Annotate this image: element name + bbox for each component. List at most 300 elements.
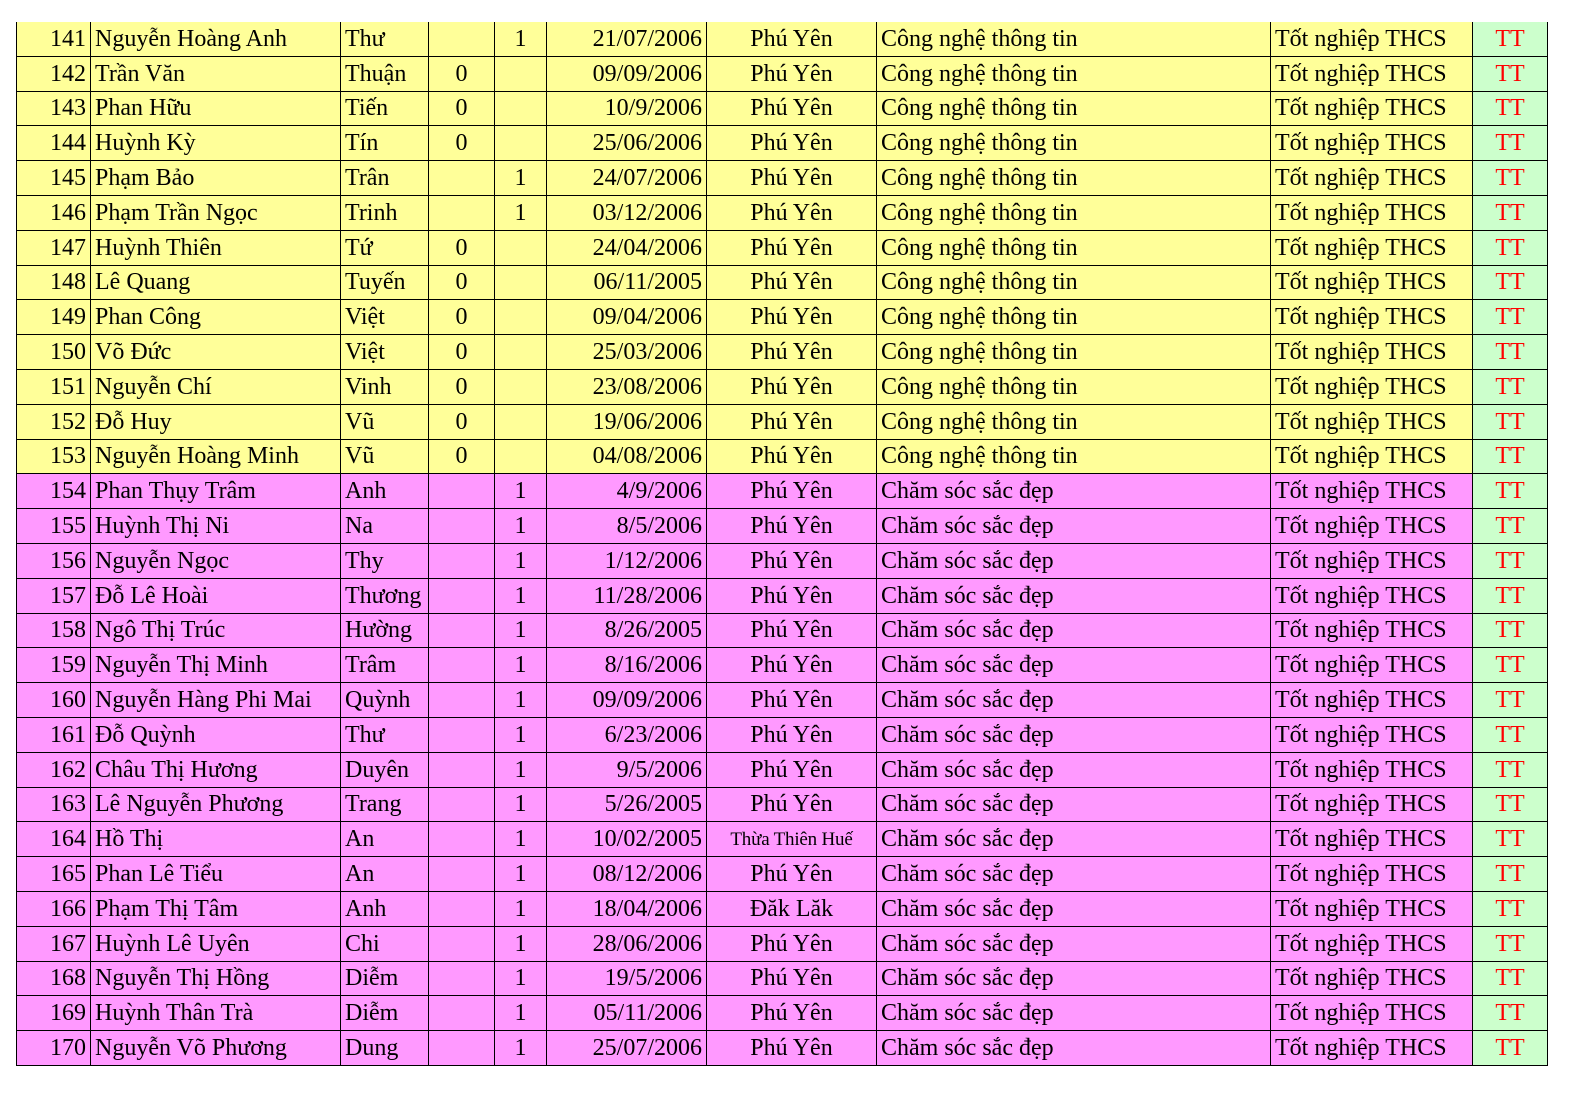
birth-place-cell: Phú Yên (707, 474, 877, 509)
birth-place-cell: Phú Yên (707, 56, 877, 91)
birth-date-cell: 6/23/2006 (547, 717, 707, 752)
male-mark-cell (429, 752, 495, 787)
family-middle-name-cell: Huỳnh Thân Trà (91, 996, 341, 1031)
female-mark-cell: 1 (495, 1031, 547, 1066)
table-row (17, 683, 1548, 718)
male-mark-cell (429, 961, 495, 996)
family-middle-name-cell: Nguyễn Hoàng Minh (91, 439, 341, 474)
male-mark-cell (429, 509, 495, 544)
family-middle-name-cell: Nguyễn Hàng Phi Mai (91, 683, 341, 718)
birth-date-cell: 24/07/2006 (547, 161, 707, 196)
birth-date-cell: 03/12/2006 (547, 195, 707, 230)
education-level-cell: Tốt nghiệp THCS (1271, 265, 1473, 300)
family-middle-name-cell: Nguyễn Ngọc (91, 543, 341, 578)
family-middle-name-cell: Phan Thụy Trâm (91, 474, 341, 509)
row-number-cell: 159 (17, 648, 91, 683)
major-cell: Công nghệ thông tin (877, 300, 1271, 335)
family-middle-name-cell: Nguyễn Thị Minh (91, 648, 341, 683)
major-cell: Chăm sóc sắc đẹp (877, 717, 1271, 752)
birth-date-cell: 25/03/2006 (547, 335, 707, 370)
status-cell: TT (1473, 195, 1548, 230)
female-mark-cell: 1 (495, 926, 547, 961)
education-level-cell: Tốt nghiệp THCS (1271, 543, 1473, 578)
status-cell: TT (1473, 1031, 1548, 1066)
table-row (17, 265, 1548, 300)
family-middle-name-cell: Phạm Trần Ngọc (91, 195, 341, 230)
family-middle-name-cell: Huỳnh Lê Uyên (91, 926, 341, 961)
given-name-cell: An (341, 822, 429, 857)
family-middle-name-cell: Ngô Thị Trúc (91, 613, 341, 648)
major-cell: Công nghệ thông tin (877, 161, 1271, 196)
birth-place-cell: Phú Yên (707, 265, 877, 300)
row-number-cell: 154 (17, 474, 91, 509)
table-row (17, 717, 1548, 752)
male-mark-cell (429, 787, 495, 822)
table-row (17, 648, 1548, 683)
male-mark-cell: 0 (429, 404, 495, 439)
female-mark-cell: 1 (495, 683, 547, 718)
row-number-cell: 167 (17, 926, 91, 961)
birth-place-cell: Phú Yên (707, 369, 877, 404)
family-middle-name-cell: Đỗ Huy (91, 404, 341, 439)
given-name-cell: Diễm (341, 961, 429, 996)
birth-date-cell: 05/11/2006 (547, 996, 707, 1031)
student-roster-table (16, 22, 1548, 1066)
education-level-cell: Tốt nghiệp THCS (1271, 369, 1473, 404)
female-mark-cell: 1 (495, 161, 547, 196)
major-cell: Công nghệ thông tin (877, 56, 1271, 91)
row-number-cell: 145 (17, 161, 91, 196)
row-number-cell: 162 (17, 752, 91, 787)
status-cell: TT (1473, 543, 1548, 578)
row-number-cell: 144 (17, 126, 91, 161)
education-level-cell: Tốt nghiệp THCS (1271, 56, 1473, 91)
status-cell: TT (1473, 404, 1548, 439)
birth-date-cell: 5/26/2005 (547, 787, 707, 822)
table-row (17, 56, 1548, 91)
family-middle-name-cell: Đỗ Lê Hoài (91, 578, 341, 613)
given-name-cell: Tứ (341, 230, 429, 265)
status-cell: TT (1473, 161, 1548, 196)
birth-place-cell: Phú Yên (707, 161, 877, 196)
row-number-cell: 149 (17, 300, 91, 335)
row-number-cell: 148 (17, 265, 91, 300)
birth-place-cell: Phú Yên (707, 717, 877, 752)
birth-date-cell: 19/06/2006 (547, 404, 707, 439)
row-number-cell: 157 (17, 578, 91, 613)
birth-place-cell: Đăk Lăk (707, 891, 877, 926)
birth-date-cell: 19/5/2006 (547, 961, 707, 996)
row-number-cell: 143 (17, 91, 91, 126)
birth-date-cell: 25/07/2006 (547, 1031, 707, 1066)
male-mark-cell (429, 717, 495, 752)
female-mark-cell: 1 (495, 578, 547, 613)
birth-place-cell: Phú Yên (707, 1031, 877, 1066)
female-mark-cell (495, 126, 547, 161)
given-name-cell: Vinh (341, 369, 429, 404)
row-number-cell: 158 (17, 613, 91, 648)
status-cell: TT (1473, 926, 1548, 961)
education-level-cell: Tốt nghiệp THCS (1271, 857, 1473, 892)
table-row (17, 509, 1548, 544)
birth-place-cell: Phú Yên (707, 648, 877, 683)
birth-place-cell: Thừa Thiên Huế (707, 822, 877, 857)
male-mark-cell: 0 (429, 300, 495, 335)
birth-place-cell: Phú Yên (707, 543, 877, 578)
education-level-cell: Tốt nghiệp THCS (1271, 300, 1473, 335)
status-cell: TT (1473, 474, 1548, 509)
given-name-cell: An (341, 857, 429, 892)
table-row (17, 474, 1548, 509)
female-mark-cell: 1 (495, 787, 547, 822)
education-level-cell: Tốt nghiệp THCS (1271, 509, 1473, 544)
given-name-cell: Trang (341, 787, 429, 822)
birth-date-cell: 25/06/2006 (547, 126, 707, 161)
male-mark-cell (429, 613, 495, 648)
table-row (17, 752, 1548, 787)
education-level-cell: Tốt nghiệp THCS (1271, 474, 1473, 509)
row-number-cell: 168 (17, 961, 91, 996)
major-cell: Chăm sóc sắc đẹp (877, 613, 1271, 648)
status-cell: TT (1473, 891, 1548, 926)
given-name-cell: Vũ (341, 404, 429, 439)
table-row (17, 787, 1548, 822)
status-cell: TT (1473, 752, 1548, 787)
status-cell: TT (1473, 857, 1548, 892)
male-mark-cell: 0 (429, 91, 495, 126)
row-number-cell: 141 (17, 22, 91, 56)
education-level-cell: Tốt nghiệp THCS (1271, 161, 1473, 196)
row-number-cell: 166 (17, 891, 91, 926)
row-number-cell: 164 (17, 822, 91, 857)
status-cell: TT (1473, 230, 1548, 265)
table-row (17, 91, 1548, 126)
birth-date-cell: 4/9/2006 (547, 474, 707, 509)
status-cell: TT (1473, 439, 1548, 474)
major-cell: Công nghệ thông tin (877, 22, 1271, 56)
female-mark-cell: 1 (495, 996, 547, 1031)
birth-place-cell: Phú Yên (707, 613, 877, 648)
birth-date-cell: 08/12/2006 (547, 857, 707, 892)
birth-place-cell: Phú Yên (707, 509, 877, 544)
education-level-cell: Tốt nghiệp THCS (1271, 787, 1473, 822)
birth-date-cell: 11/28/2006 (547, 578, 707, 613)
table-row (17, 369, 1548, 404)
birth-date-cell: 09/09/2006 (547, 683, 707, 718)
education-level-cell: Tốt nghiệp THCS (1271, 891, 1473, 926)
row-number-cell: 151 (17, 369, 91, 404)
education-level-cell: Tốt nghiệp THCS (1271, 822, 1473, 857)
row-number-cell: 165 (17, 857, 91, 892)
table-row (17, 126, 1548, 161)
male-mark-cell (429, 926, 495, 961)
male-mark-cell: 0 (429, 230, 495, 265)
status-cell: TT (1473, 648, 1548, 683)
birth-place-cell: Phú Yên (707, 439, 877, 474)
major-cell: Chăm sóc sắc đẹp (877, 648, 1271, 683)
table-row (17, 961, 1548, 996)
birth-place-cell: Phú Yên (707, 195, 877, 230)
male-mark-cell (429, 195, 495, 230)
status-cell: TT (1473, 578, 1548, 613)
table-row (17, 822, 1548, 857)
row-number-cell: 169 (17, 996, 91, 1031)
birth-date-cell: 09/09/2006 (547, 56, 707, 91)
male-mark-cell (429, 22, 495, 56)
family-middle-name-cell: Nguyễn Thị Hồng (91, 961, 341, 996)
family-middle-name-cell: Võ Đức (91, 335, 341, 370)
birth-place-cell: Phú Yên (707, 578, 877, 613)
status-cell: TT (1473, 717, 1548, 752)
female-mark-cell: 1 (495, 195, 547, 230)
education-level-cell: Tốt nghiệp THCS (1271, 1031, 1473, 1066)
male-mark-cell (429, 578, 495, 613)
male-mark-cell (429, 857, 495, 892)
female-mark-cell (495, 404, 547, 439)
birth-date-cell: 10/9/2006 (547, 91, 707, 126)
female-mark-cell: 1 (495, 717, 547, 752)
female-mark-cell: 1 (495, 22, 547, 56)
status-cell: TT (1473, 91, 1548, 126)
male-mark-cell: 0 (429, 439, 495, 474)
table-row (17, 22, 1548, 56)
row-number-cell: 142 (17, 56, 91, 91)
male-mark-cell (429, 683, 495, 718)
row-number-cell: 147 (17, 230, 91, 265)
row-number-cell: 153 (17, 439, 91, 474)
row-number-cell: 150 (17, 335, 91, 370)
female-mark-cell: 1 (495, 474, 547, 509)
major-cell: Công nghệ thông tin (877, 369, 1271, 404)
birth-place-cell: Phú Yên (707, 787, 877, 822)
major-cell: Chăm sóc sắc đẹp (877, 822, 1271, 857)
male-mark-cell (429, 543, 495, 578)
female-mark-cell: 1 (495, 822, 547, 857)
female-mark-cell: 1 (495, 752, 547, 787)
male-mark-cell (429, 648, 495, 683)
birth-place-cell: Phú Yên (707, 91, 877, 126)
given-name-cell: Trân (341, 161, 429, 196)
male-mark-cell (429, 822, 495, 857)
family-middle-name-cell: Nguyễn Hoàng Anh (91, 22, 341, 56)
given-name-cell: Tuyến (341, 265, 429, 300)
family-middle-name-cell: Nguyễn Chí (91, 369, 341, 404)
family-middle-name-cell: Phan Lê Tiểu (91, 857, 341, 892)
male-mark-cell (429, 996, 495, 1031)
male-mark-cell (429, 891, 495, 926)
major-cell: Chăm sóc sắc đẹp (877, 543, 1271, 578)
given-name-cell: Việt (341, 300, 429, 335)
given-name-cell: Chi (341, 926, 429, 961)
education-level-cell: Tốt nghiệp THCS (1271, 439, 1473, 474)
female-mark-cell: 1 (495, 613, 547, 648)
given-name-cell: Thuận (341, 56, 429, 91)
row-number-cell: 146 (17, 195, 91, 230)
major-cell: Chăm sóc sắc đẹp (877, 683, 1271, 718)
education-level-cell: Tốt nghiệp THCS (1271, 961, 1473, 996)
family-middle-name-cell: Trần Văn (91, 56, 341, 91)
given-name-cell: Vũ (341, 439, 429, 474)
female-mark-cell: 1 (495, 509, 547, 544)
table-row (17, 335, 1548, 370)
status-cell: TT (1473, 300, 1548, 335)
given-name-cell: Tín (341, 126, 429, 161)
family-middle-name-cell: Hồ Thị (91, 822, 341, 857)
education-level-cell: Tốt nghiệp THCS (1271, 195, 1473, 230)
table-row (17, 543, 1548, 578)
given-name-cell: Thư (341, 717, 429, 752)
status-cell: TT (1473, 22, 1548, 56)
major-cell: Công nghệ thông tin (877, 195, 1271, 230)
status-cell: TT (1473, 996, 1548, 1031)
male-mark-cell: 0 (429, 265, 495, 300)
male-mark-cell (429, 474, 495, 509)
table-row (17, 891, 1548, 926)
family-middle-name-cell: Phạm Bảo (91, 161, 341, 196)
major-cell: Chăm sóc sắc đẹp (877, 1031, 1271, 1066)
major-cell: Công nghệ thông tin (877, 439, 1271, 474)
male-mark-cell (429, 1031, 495, 1066)
table-row (17, 404, 1548, 439)
education-level-cell: Tốt nghiệp THCS (1271, 91, 1473, 126)
birth-date-cell: 8/5/2006 (547, 509, 707, 544)
major-cell: Chăm sóc sắc đẹp (877, 926, 1271, 961)
female-mark-cell (495, 265, 547, 300)
birth-date-cell: 09/04/2006 (547, 300, 707, 335)
major-cell: Công nghệ thông tin (877, 91, 1271, 126)
table-row (17, 161, 1548, 196)
major-cell: Chăm sóc sắc đẹp (877, 857, 1271, 892)
male-mark-cell (429, 161, 495, 196)
family-middle-name-cell: Lê Quang (91, 265, 341, 300)
status-cell: TT (1473, 787, 1548, 822)
given-name-cell: Thương (341, 578, 429, 613)
male-mark-cell: 0 (429, 126, 495, 161)
given-name-cell: Duyên (341, 752, 429, 787)
birth-place-cell: Phú Yên (707, 404, 877, 439)
female-mark-cell (495, 369, 547, 404)
female-mark-cell (495, 335, 547, 370)
birth-place-cell: Phú Yên (707, 926, 877, 961)
female-mark-cell: 1 (495, 857, 547, 892)
family-middle-name-cell: Châu Thị Hương (91, 752, 341, 787)
education-level-cell: Tốt nghiệp THCS (1271, 335, 1473, 370)
status-cell: TT (1473, 265, 1548, 300)
birth-place-cell: Phú Yên (707, 961, 877, 996)
major-cell: Chăm sóc sắc đẹp (877, 509, 1271, 544)
education-level-cell: Tốt nghiệp THCS (1271, 717, 1473, 752)
major-cell: Công nghệ thông tin (877, 230, 1271, 265)
table-row (17, 230, 1548, 265)
table-row (17, 926, 1548, 961)
family-middle-name-cell: Huỳnh Kỳ (91, 126, 341, 161)
table-row (17, 195, 1548, 230)
birth-date-cell: 8/16/2006 (547, 648, 707, 683)
table-row (17, 613, 1548, 648)
given-name-cell: Diễm (341, 996, 429, 1031)
table-row (17, 1031, 1548, 1066)
birth-date-cell: 06/11/2005 (547, 265, 707, 300)
birth-date-cell: 8/26/2005 (547, 613, 707, 648)
given-name-cell: Na (341, 509, 429, 544)
birth-date-cell: 1/12/2006 (547, 543, 707, 578)
given-name-cell: Anh (341, 891, 429, 926)
major-cell: Chăm sóc sắc đẹp (877, 787, 1271, 822)
status-cell: TT (1473, 509, 1548, 544)
given-name-cell: Tiến (341, 91, 429, 126)
row-number-cell: 163 (17, 787, 91, 822)
female-mark-cell (495, 91, 547, 126)
family-middle-name-cell: Đỗ Quỳnh (91, 717, 341, 752)
given-name-cell: Anh (341, 474, 429, 509)
education-level-cell: Tốt nghiệp THCS (1271, 648, 1473, 683)
female-mark-cell: 1 (495, 648, 547, 683)
row-number-cell: 161 (17, 717, 91, 752)
given-name-cell: Trâm (341, 648, 429, 683)
birth-place-cell: Phú Yên (707, 22, 877, 56)
status-cell: TT (1473, 961, 1548, 996)
male-mark-cell: 0 (429, 369, 495, 404)
education-level-cell: Tốt nghiệp THCS (1271, 683, 1473, 718)
major-cell: Công nghệ thông tin (877, 126, 1271, 161)
major-cell: Chăm sóc sắc đẹp (877, 891, 1271, 926)
birth-place-cell: Phú Yên (707, 857, 877, 892)
table-row (17, 578, 1548, 613)
row-number-cell: 155 (17, 509, 91, 544)
major-cell: Chăm sóc sắc đẹp (877, 578, 1271, 613)
table-row (17, 996, 1548, 1031)
family-middle-name-cell: Phan Công (91, 300, 341, 335)
family-middle-name-cell: Nguyễn Võ Phương (91, 1031, 341, 1066)
table-row (17, 439, 1548, 474)
major-cell: Công nghệ thông tin (877, 265, 1271, 300)
major-cell: Chăm sóc sắc đẹp (877, 474, 1271, 509)
status-cell: TT (1473, 335, 1548, 370)
given-name-cell: Dung (341, 1031, 429, 1066)
status-cell: TT (1473, 822, 1548, 857)
major-cell: Chăm sóc sắc đẹp (877, 752, 1271, 787)
female-mark-cell: 1 (495, 891, 547, 926)
family-middle-name-cell: Huỳnh Thiên (91, 230, 341, 265)
birth-place-cell: Phú Yên (707, 230, 877, 265)
given-name-cell: Thư (341, 22, 429, 56)
given-name-cell: Thy (341, 543, 429, 578)
female-mark-cell (495, 230, 547, 265)
family-middle-name-cell: Phạm Thị Tâm (91, 891, 341, 926)
education-level-cell: Tốt nghiệp THCS (1271, 926, 1473, 961)
status-cell: TT (1473, 369, 1548, 404)
major-cell: Công nghệ thông tin (877, 335, 1271, 370)
education-level-cell: Tốt nghiệp THCS (1271, 230, 1473, 265)
status-cell: TT (1473, 126, 1548, 161)
row-number-cell: 156 (17, 543, 91, 578)
given-name-cell: Trinh (341, 195, 429, 230)
birth-place-cell: Phú Yên (707, 126, 877, 161)
female-mark-cell (495, 439, 547, 474)
status-cell: TT (1473, 683, 1548, 718)
birth-date-cell: 04/08/2006 (547, 439, 707, 474)
table-row (17, 300, 1548, 335)
education-level-cell: Tốt nghiệp THCS (1271, 126, 1473, 161)
status-cell: TT (1473, 56, 1548, 91)
birth-date-cell: 10/02/2005 (547, 822, 707, 857)
education-level-cell: Tốt nghiệp THCS (1271, 613, 1473, 648)
major-cell: Chăm sóc sắc đẹp (877, 961, 1271, 996)
birth-place-cell: Phú Yên (707, 300, 877, 335)
female-mark-cell (495, 300, 547, 335)
table-row (17, 857, 1548, 892)
roster-body (17, 22, 1548, 1065)
